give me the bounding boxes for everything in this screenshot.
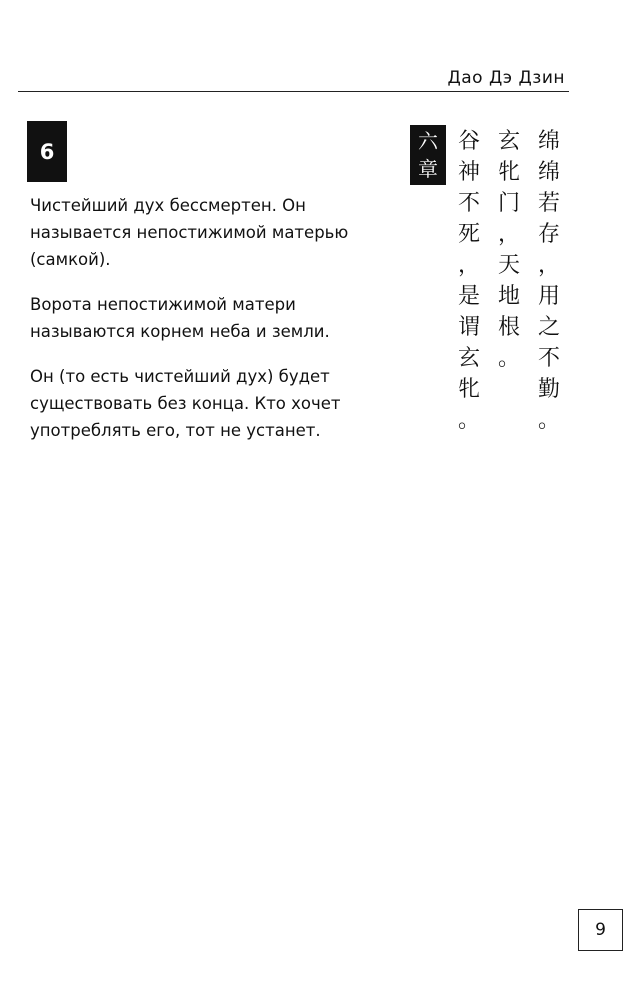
chinese-char: 绵 [537,160,560,185]
chinese-char: 玄 [457,346,480,371]
russian-translation [30,192,405,462]
chinese-char: 勤 [537,377,560,402]
chinese-char: 门 [497,191,520,216]
chinese-char: 。 [497,346,520,371]
chinese-char: ， [497,222,520,247]
chinese-char: 不 [457,191,480,216]
chinese-char: 死 [457,222,480,247]
chinese-column-2 [491,126,527,374]
chinese-char: 天 [497,253,520,278]
chinese-char: 。 [537,408,560,433]
chinese-char: 若 [537,191,560,216]
chapter-number-badge: 6 [27,121,67,182]
chinese-char: 存 [537,222,560,247]
chinese-column-3 [531,126,567,436]
chinese-char: 地 [497,284,520,309]
chinese-char: 牝 [497,160,520,185]
running-header-title: Дао Дэ Дзин [447,68,565,88]
russian-paragraph: Чистейший дух бессмертен. Он называется непостижимой матерью (самкой). [30,196,349,269]
page-number: 9 [578,909,623,951]
chinese-char: 牝 [457,377,480,402]
russian-paragraph: Он (то есть чистейший дух) будет существовать без конца. Кто хочет употреблять его, тот не устанет. [30,367,341,440]
chinese-char: ， [537,253,560,278]
chinese-char: 。 [457,408,480,433]
header-rule [18,91,569,92]
chinese-char: 之 [537,315,560,340]
chinese-char: 绵 [537,129,560,154]
chinese-char: 是 [457,284,480,309]
chinese-chapter-label [410,125,446,185]
chinese-char: 神 [457,160,480,185]
chinese-char: 玄 [497,129,520,154]
chinese-char: 根 [497,315,520,340]
chinese-char: 谷 [457,129,480,154]
chinese-char: ， [457,253,480,278]
russian-paragraph: Ворота непостижимой матери называются корнем неба и земли. [30,295,330,341]
chinese-column-1 [451,126,487,436]
chinese-char: 用 [537,284,560,309]
chinese-char: 谓 [457,315,480,340]
chapter-label-char: 六 [418,129,438,153]
chinese-char: 不 [537,346,560,371]
chapter-label-char: 章 [418,157,438,181]
